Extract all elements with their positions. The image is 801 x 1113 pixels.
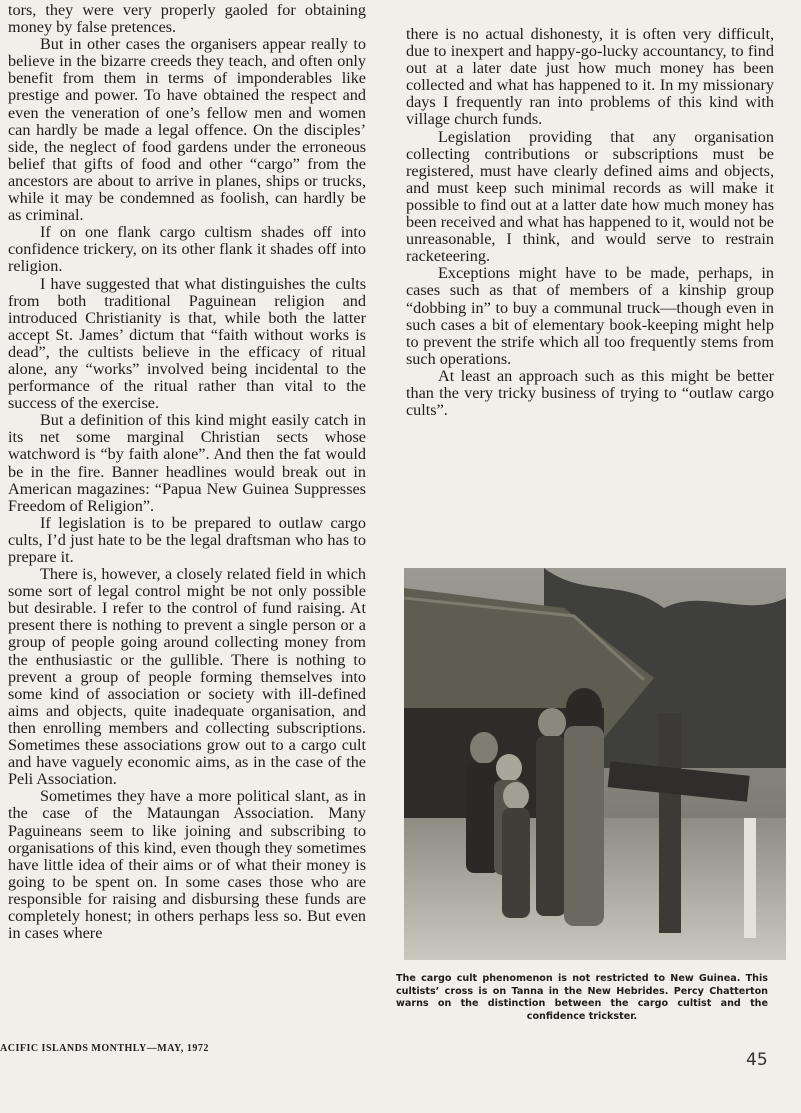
paragraph: There is, however, a closely related field in which some sort of legal control might be not only possible but desirable. I refer to the control of fund raising. At present there is nothing to prevent a single person or a group of people going around collecting money from the enthusiastic or the gullible. There is nothing to prevent a group of people forming themselves into some kind of association or society with ill-defined aims and objects, quite inadequate organisation, and then enrolling members and collecting subscriptions. Sometimes these associations grow out to a cargo cult and have vaguely economic aims, as in the case of the Peli Association. <box>8 565 366 789</box>
paragraph: If legislation is to be prepared to outlaw cargo cults, I’d just hate to be the legal draftsman who has to prepare it. <box>8 513 366 566</box>
left-text-column <box>8 2 366 942</box>
paragraph: Sometimes they have a more political slant, as in the case of the Mataungan Association. Many Paguineans seem to like joining and subscribing to organisations of this kind, even though they sometimes have little idea of their aims or of what their money is going to be spent on. In some cases those who are responsible for raising and disbursing these funds are completely honest; in others perhaps less so. But even in cases where <box>8 787 366 943</box>
paragraph: I have suggested that what distinguishes the cults from both traditional Paguinean religion and introduced Christianity is that, while both the latter accept St. James’ dictum that “faith without works is dead”, the cultists believe in the efficacy of ritual alone, any “works” involved being incidental to the performance of the ritual rather than vital to the success of the exercise. <box>8 274 366 413</box>
publication-footer: ACIFIC ISLANDS MONTHLY—MAY, 1972 <box>0 1043 209 1054</box>
paragraph: there is no actual dishonesty, it is often very difficult, due to inexpert and happy-go-lucky accountancy, to find out at a later date just how much money has been collected and what has happened to it. In my missionary days I frequently ran into problems of this kind with village church funds. <box>406 25 774 129</box>
cargo-cult-cross-photo <box>404 568 786 960</box>
paragraph: But in other cases the organisers appear really to believe in the bizarre creeds they teach, and often only benefit from them in terms of imponderables like prestige and power. To have obtained the respect and even the veneration of one’s fellow men and women can hardly be made a legal offence. On the disciples’ side, the neglect of food gardens under the erroneous belief that gifts of food and other “cargo” from the ancestors are about to arrive in planes, ships or trucks, while it may be condemned as foolish, can hardly be as criminal. <box>8 35 366 225</box>
paragraph: If on one flank cargo cultism shades off into confidence trickery, on its other flank it shades off into religion. <box>8 223 366 276</box>
right-text-column <box>406 26 774 419</box>
photo-caption: The cargo cult phenomenon is not restricted to New Guinea. This cultists’ cross is on Tanna in the New Hebrides. Percy Chatterton warns on the distinction between the cargo cultist and the confidence trickster. <box>396 973 768 1022</box>
paragraph: tors, they were very properly gaoled for obtaining money by false pretences. <box>8 1 366 37</box>
paragraph: At least an approach such as this might be better than the very tricky business of trying to “outlaw cargo cults”. <box>406 366 774 420</box>
paragraph: Exceptions might have to be made, perhaps, in cases such as that of members of a kinship group “dobbing in” to buy a communal truck—though even in such cases a bit of elementary book-keeping might help to prevent the strife which all too frequently stems from such operations. <box>406 264 774 368</box>
paragraph: But a definition of this kind might easily catch in its net some marginal Christian sects whose watchword is “by faith alone”. And then the fat would be in the fire. Banner headlines would break out in American magazines: “Papua New Guinea Suppresses Freedom of Religion”. <box>8 411 366 515</box>
paragraph: Legislation providing that any organisation collecting contributions or subscriptions must be registered, must have clearly defined aims and objects, and must keep such minimal records as will make it possible to find out at a latter date how much money has been received and what has happened to it, would not be unreasonable, I think, and would serve to restrain racketeering. <box>406 127 774 266</box>
page-number: 45 <box>746 1050 768 1070</box>
photo-illustration <box>404 568 786 960</box>
